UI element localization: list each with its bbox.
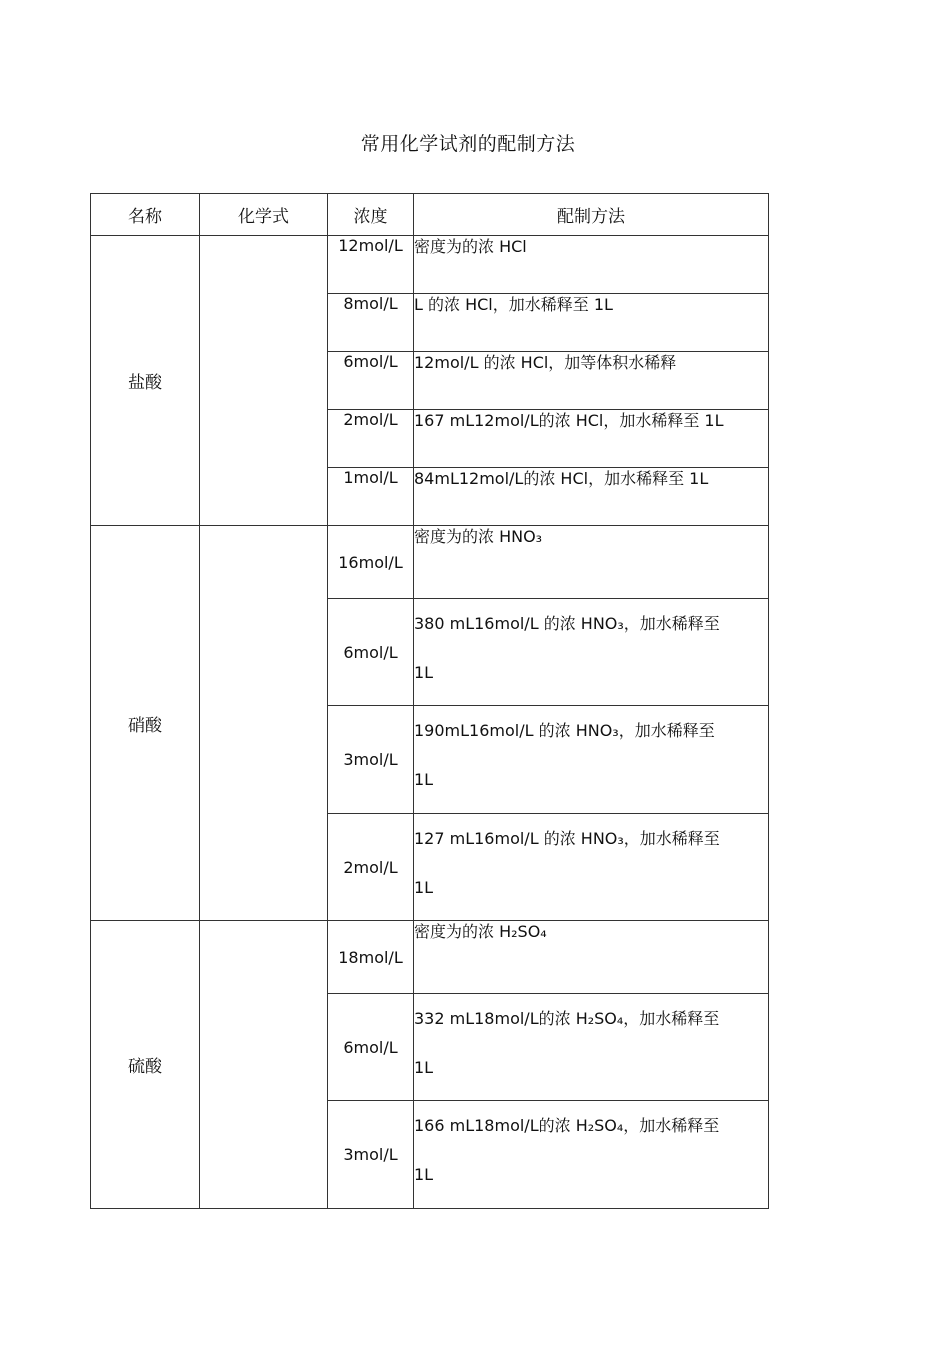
method-line: 密度为的浓 HCl <box>414 237 527 256</box>
concentration-cell: 2mol/L <box>328 410 414 468</box>
method-line: L 的浓 HCl，加水稀释至 1L <box>414 295 613 314</box>
table-row <box>91 921 769 994</box>
method-line: 1L <box>414 770 434 789</box>
concentration-cell: 6mol/L <box>328 994 414 1101</box>
method-cell <box>414 921 769 994</box>
reagent-name-cell: 硝酸 <box>91 526 200 921</box>
method-cell <box>414 526 769 599</box>
reagent-formula-cell <box>200 236 328 526</box>
concentration-cell: 1mol/L <box>328 468 414 526</box>
method-line: 167 mL12mol/L的浓 HCl，加水稀释至 1L <box>414 411 724 430</box>
reagent-formula-cell <box>200 921 328 1209</box>
concentration-cell: 3mol/L <box>328 1101 414 1209</box>
reagent-formula-cell <box>200 526 328 921</box>
reagent-table <box>90 193 769 1209</box>
method-cell <box>414 814 769 921</box>
method-line: 密度为的浓 H₂SO₄ <box>414 922 547 941</box>
method-line: 127 mL16mol/L 的浓 HNO₃，加水稀释至 <box>414 829 720 848</box>
method-cell <box>414 236 769 294</box>
method-cell <box>414 706 769 814</box>
concentration-cell: 6mol/L <box>328 599 414 706</box>
header-name: 名称 <box>91 194 200 236</box>
method-cell <box>414 994 769 1101</box>
method-line: 380 mL16mol/L 的浓 HNO₃，加水稀释至 <box>414 614 720 633</box>
method-cell <box>414 599 769 706</box>
concentration-cell: 8mol/L <box>328 294 414 352</box>
concentration-cell: 18mol/L <box>328 921 414 994</box>
concentration-cell: 3mol/L <box>328 706 414 814</box>
table-header-row <box>91 194 769 236</box>
concentration-cell: 16mol/L <box>328 526 414 599</box>
method-line: 190mL16mol/L 的浓 HNO₃，加水稀释至 <box>414 721 715 740</box>
method-cell <box>414 294 769 352</box>
concentration-cell: 12mol/L <box>328 236 414 294</box>
reagent-name-cell: 硫酸 <box>91 921 200 1209</box>
method-cell <box>414 410 769 468</box>
method-line: 12mol/L 的浓 HCl，加等体积水稀释 <box>414 353 677 372</box>
reagent-name-cell: 盐酸 <box>91 236 200 526</box>
method-cell <box>414 468 769 526</box>
method-line: 1L <box>414 1165 434 1184</box>
method-line: 84mL12mol/L的浓 HCl，加水稀释至 1L <box>414 469 709 488</box>
method-line: 1L <box>414 1058 434 1077</box>
document-title: 常用化学试剂的配制方法 <box>360 133 576 155</box>
concentration-cell: 2mol/L <box>328 814 414 921</box>
method-cell <box>414 1101 769 1209</box>
method-line: 密度为的浓 HNO₃ <box>414 527 543 546</box>
header-concentration: 浓度 <box>328 194 414 236</box>
method-line: 1L <box>414 663 434 682</box>
concentration-cell: 6mol/L <box>328 352 414 410</box>
table-row <box>91 526 769 599</box>
method-line: 166 mL18mol/L的浓 H₂SO₄，加水稀释至 <box>414 1116 720 1135</box>
method-line: 332 mL18mol/L的浓 H₂SO₄，加水稀释至 <box>414 1009 720 1028</box>
header-method: 配制方法 <box>414 194 769 236</box>
method-line: 1L <box>414 878 434 897</box>
table-row <box>91 236 769 294</box>
header-formula: 化学式 <box>200 194 328 236</box>
method-cell <box>414 352 769 410</box>
